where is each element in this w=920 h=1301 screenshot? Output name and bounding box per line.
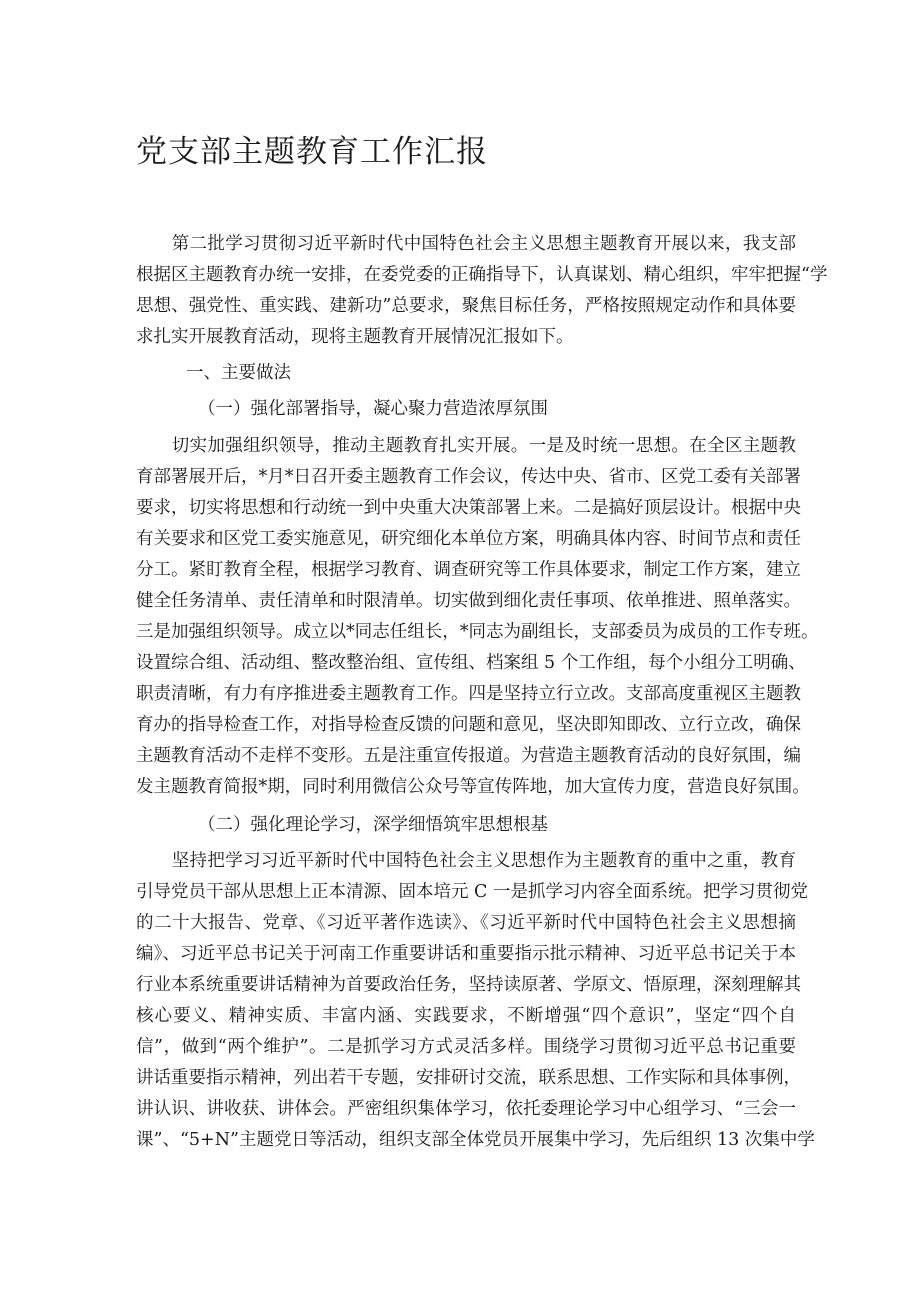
body-line: 编》、习近平总书记关于河南工作重要讲话和重要指示批示精神、习近平总书记关于本: [136, 944, 796, 964]
body-line: 切实加强组织领导，推动主题教育扎实开展。一是及时统一思想。在全区主题教: [136, 436, 796, 456]
body-line: 设置综合组、活动组、整改整治组、宣传组、档案组 5 个工作组，每个小组分工明确、: [136, 653, 806, 673]
body-line: 职责清晰，有力有序推进委主题教育工作。四是坚持立行立改。支部高度重视区主题教: [136, 684, 801, 704]
subsection-heading: （一）强化部署指导，凝心聚力营造浓厚氛围: [198, 399, 548, 419]
page-title: 党支部主题教育工作汇报: [136, 134, 488, 170]
body-line: 三是加强组织领导。成立以*同志任组长，*同志为副组长，支部委员为成员的工作专班。: [136, 622, 819, 642]
body-line: 的二十大报告、党章、《习近平著作选读》、《习近平新时代中国特色社会主义思想摘: [136, 913, 796, 933]
body-line: 健全任务清单、责任清单和时限清单。切实做到细化责任事项、依单推进、照单落实。: [136, 591, 801, 611]
intro-line: 思想、强党性、重实践、建新功”总要求，聚焦目标任务，严格按照规定动作和具体要: [136, 296, 796, 316]
body-line: 有关要求和区党工委实施意见，研究细化本单位方案，明确具体内容、时间节点和责任: [136, 529, 801, 549]
body-line: 发主题教育简报*期，同时利用微信公众号等宣传阵地，加大宣传力度，营造良好氛围。: [136, 777, 810, 797]
body-line: 信”，做到“两个维护”。二是抓学习方式灵活多样。围绕学习贯彻习近平总书记重要: [136, 1037, 796, 1057]
body-line: 要求，切实将思想和行动统一到中央重大决策部署上来。二是搞好顶层设计。根据中央: [136, 498, 801, 518]
body-line: 坚持把学习习近平新时代中国特色社会主义思想作为主题教育的重中之重，教育: [136, 851, 796, 871]
subsection-heading: （二）强化理论学习，深学细悟筑牢思想根基: [198, 815, 548, 835]
body-line: 引导党员干部从思想上正本清源、固本培元 C 一是抓学习内容全面系统。把学习贯彻党: [136, 882, 809, 902]
body-line: 讲认识、讲收获、讲体会。严密组织集体学习，依托委理论学习中心组学习、“三会一: [136, 1099, 796, 1119]
body-line: 课”、“5+N”主题党日等活动，组织支部全体党员开展集中学习，先后组织 13 次集中学: [136, 1130, 815, 1150]
body-line: 核心要义、精神实质、丰富内涵、实践要求，不断增强“四个意识”，坚定“四个自: [136, 1006, 796, 1026]
intro-line: 第二批学习贯彻习近平新时代中国特色社会主义思想主题教育开展以来，我支部: [136, 234, 796, 254]
body-line: 行业本系统重要讲话精神为首要政治任务，坚持读原著、学原文、悟原理，深刻理解其: [136, 975, 801, 995]
body-line: 主题教育活动不走样不变形。五是注重宣传报道。为营造主题教育活动的良好氛围，编: [136, 746, 801, 766]
intro-line: 根据区主题教育办统一安排，在委党委的正确指导下，认真谋划、精心组织，牢牢把握“学: [136, 265, 828, 285]
body-line: 讲话重要指示精神，列出若干专题，安排研讨交流，联系思想、工作实际和具体事例，: [136, 1068, 801, 1088]
body-line: 育办的指导检查工作，对指导检查反馈的问题和意见，坚决即知即改、立行立改，确保: [136, 715, 801, 735]
body-line: 育部署展开后，*月*日召开委主题教育工作会议，传达中央、省市、区党工委有关部署: [136, 467, 801, 487]
body-line: 分工。紧盯教育全程，根据学习教育、调查研究等工作具体要求，制定工作方案，建立: [136, 560, 801, 580]
intro-line: 求扎实开展教育活动，现将主题教育开展情况汇报如下。: [136, 327, 574, 347]
section-heading: 一、主要做法: [186, 363, 291, 383]
